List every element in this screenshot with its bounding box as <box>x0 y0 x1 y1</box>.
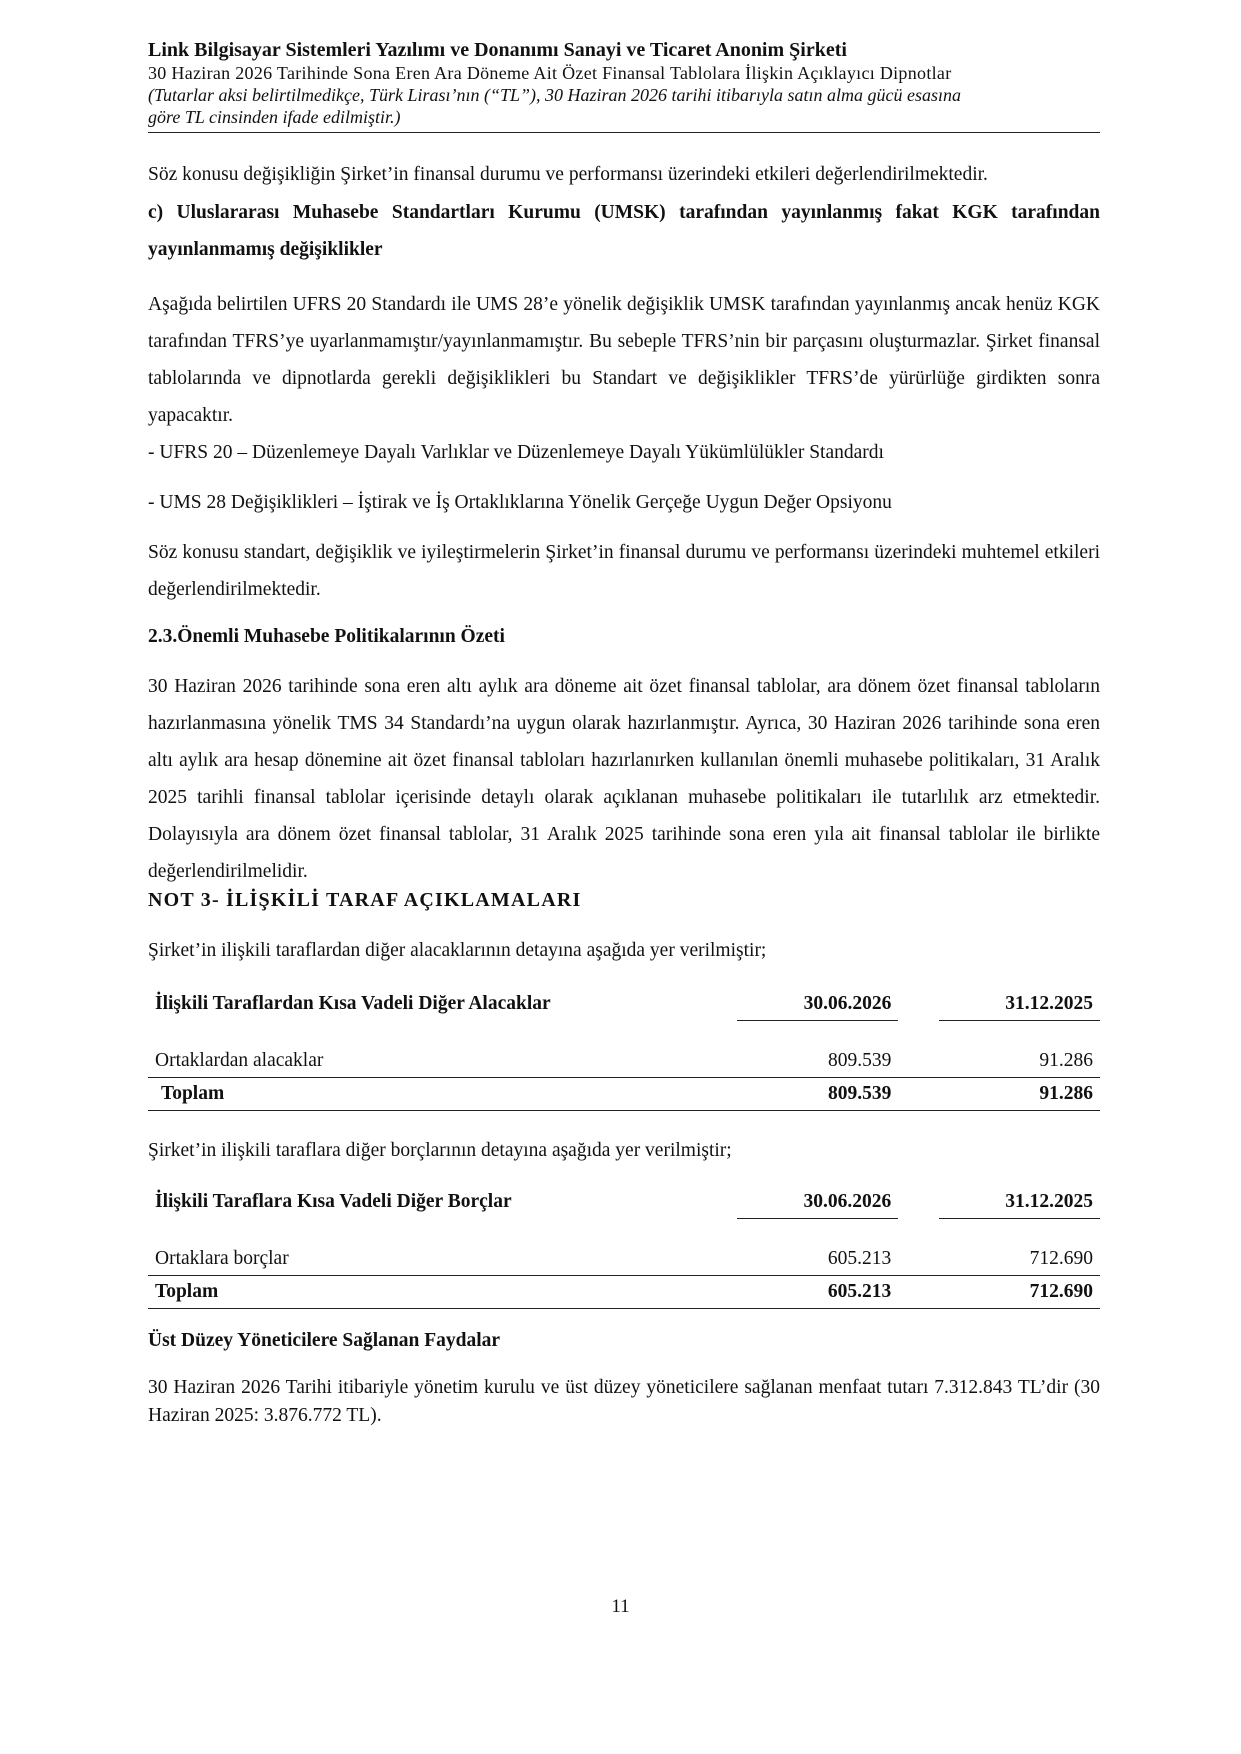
total-label: Toplam <box>148 1078 737 1111</box>
table-title: İlişkili Taraflara Kısa Vadeli Diğer Borçlar <box>155 1191 512 1213</box>
paragraph-3 <box>148 534 1100 608</box>
note-3-heading <box>148 882 1100 919</box>
column-header: 31.12.2025 <box>939 1186 1100 1219</box>
paragraph-6 <box>148 1132 1100 1169</box>
total-value: 809.539 <box>737 1078 898 1111</box>
payables-table <box>148 1186 1100 1309</box>
list-item-1-text: - UFRS 20 – Düzenlemeye Dayalı Varlıklar ve Düzenlemeye Dayalı Yükümlülükler Standardı <box>148 442 884 463</box>
paragraph-7 <box>148 1374 1100 1430</box>
row-value: 712.690 <box>1029 1248 1093 1269</box>
total-row <box>148 1276 1100 1309</box>
list-item-1 <box>148 434 1100 471</box>
page-header <box>148 38 1100 133</box>
receivables-table <box>148 988 1100 1111</box>
row-value: 809.539 <box>828 1050 892 1071</box>
row-value: 605.213 <box>827 1248 892 1269</box>
row-label: Ortaklardan alacaklar <box>155 1050 324 1071</box>
paragraph-2 <box>148 286 1100 434</box>
table-title: İlişkili Taraflardan Kısa Vadeli Diğer Alacaklar <box>155 993 551 1015</box>
header-subtitle: 30 Haziran 2026 Tarihinde Sona Eren Ara Döneme Ait Özet Finansal Tablolara İlişkin Açıklayıcı Dipnotlar <box>148 63 952 83</box>
paragraph-6-text: Şirket’in ilişkili taraflara diğer borçlarının detayına aşağıda yer verilmiştir; <box>148 1140 732 1161</box>
total-value: 605.213 <box>737 1276 898 1309</box>
section-23-title: 2.3.Önemli Muhasebe Politikalarının Özeti <box>148 626 505 647</box>
section-c-heading <box>148 194 1100 268</box>
header-note-line2: göre TL cinsinden ifade edilmiştir.) <box>148 107 401 127</box>
total-value: 712.690 <box>939 1276 1100 1309</box>
paragraph-1-text: Söz konusu değişikliğin Şirket’in finansal durumu ve performansı üzerindeki etkileri değerlendirilmektedir. <box>148 164 988 185</box>
total-value: 91.286 <box>939 1078 1100 1111</box>
paragraph-2-text: Aşağıda belirtilen UFRS 20 Standardı ile UMS 28’e yönelik değişiklik UMSK tarafından yayınlanmış ancak henüz KGK tarafından TFRS’ye uyarlanmamıştır/yayınlanmamıştır. Bu sebeple TFRS’nin bir parçasını oluşturmazlar. Şirket finansal tablolarında ve dipnotlarda gerekli değişiklikleri bu Standart ve değişiklikler TFRS’de yürürlüğe girdikten sonra yapacaktır. <box>148 294 1100 426</box>
column-header: 31.12.2025 <box>939 988 1100 1021</box>
management-benefits-heading <box>148 1322 1100 1359</box>
table-header-row <box>148 988 1100 1021</box>
table-row <box>148 1243 1100 1276</box>
company-name: Link Bilgisayar Sistemleri Yazılımı ve Donanımı Sanayi ve Ticaret Anonim Şirketi <box>148 39 847 61</box>
total-row <box>148 1078 1100 1111</box>
table-row <box>148 1045 1100 1078</box>
header-divider <box>148 132 1100 133</box>
section-c-title: c) Uluslararası Muhasebe Standartları Kurumu (UMSK) tarafından yayınlanmış fakat KGK tarafından yayınlanmamış değişiklikler <box>148 202 1100 260</box>
row-value: 91.286 <box>1039 1050 1093 1071</box>
header-note-line1: (Tutarlar aksi belirtilmedikçe, Türk Lirası’nın (“TL”), 30 Haziran 2026 tarihi itibarıyla satın alma gücü esasına <box>148 85 962 105</box>
page-number: 11 <box>611 1596 630 1617</box>
column-header: 30.06.2026 <box>737 988 898 1021</box>
paragraph-5-text: Şirket’in ilişkili taraflardan diğer alacaklarının detayına aşağıda yer verilmiştir; <box>148 940 767 961</box>
paragraph-3-text: Söz konusu standart, değişiklik ve iyileştirmelerin Şirket’in finansal durumu ve performansı üzerindeki muhtemel etkileri değerlendirilmektedir. <box>148 542 1100 600</box>
note-3-title: NOT 3- İLİŞKİLİ TARAF AÇIKLAMALARI <box>148 889 582 911</box>
paragraph-4 <box>148 668 1100 890</box>
total-label: Toplam <box>148 1276 737 1309</box>
row-label: Ortaklara borçlar <box>155 1248 289 1269</box>
list-item-2 <box>148 484 1100 521</box>
paragraph-7-text: 30 Haziran 2026 Tarihi itibariyle yönetim kurulu ve üst düzey yöneticilere sağlanan menfaat tutarı 7.312.843 TL’dir (30 Haziran 2025: 3.876.772 TL). <box>148 1377 1100 1426</box>
table-header-row <box>148 1186 1100 1219</box>
column-header: 30.06.2026 <box>737 1186 898 1219</box>
list-item-2-text: - UMS 28 Değişiklikleri – İştirak ve İş Ortaklıklarına Yönelik Gerçeğe Uygun Değer Opsiyonu <box>148 492 892 513</box>
section-23-heading <box>148 618 1100 655</box>
management-benefits-title: Üst Düzey Yöneticilere Sağlanan Faydalar <box>148 1330 501 1351</box>
paragraph-1 <box>148 156 1100 193</box>
paragraph-4-text: 30 Haziran 2026 tarihinde sona eren altı aylık ara döneme ait özet finansal tablolar, ara dönem özet finansal tabloların hazırlanmasına yönelik TMS 34 Standardı’na uygun olarak hazırlanmıştır. Ayrıca, 30 Haziran 2026 tarihinde sona eren altı aylık ara hesap dönemine ait özet finansal tabloları hazırlanırken kullanılan önemli muhasebe politikaları, 31 Aralık 2025 tarihli finansal tablolar içerisinde detaylı olarak açıklanan muhasebe politikaları ile tutarlılık arz etmektedir. Dolayısıyla ara dönem özet finansal tablolar, 31 Aralık 2025 tarihinde sona eren yıla ait finansal tablolar ile birlikte değerlendirilmelidir. <box>148 676 1100 882</box>
paragraph-5 <box>148 932 1100 969</box>
